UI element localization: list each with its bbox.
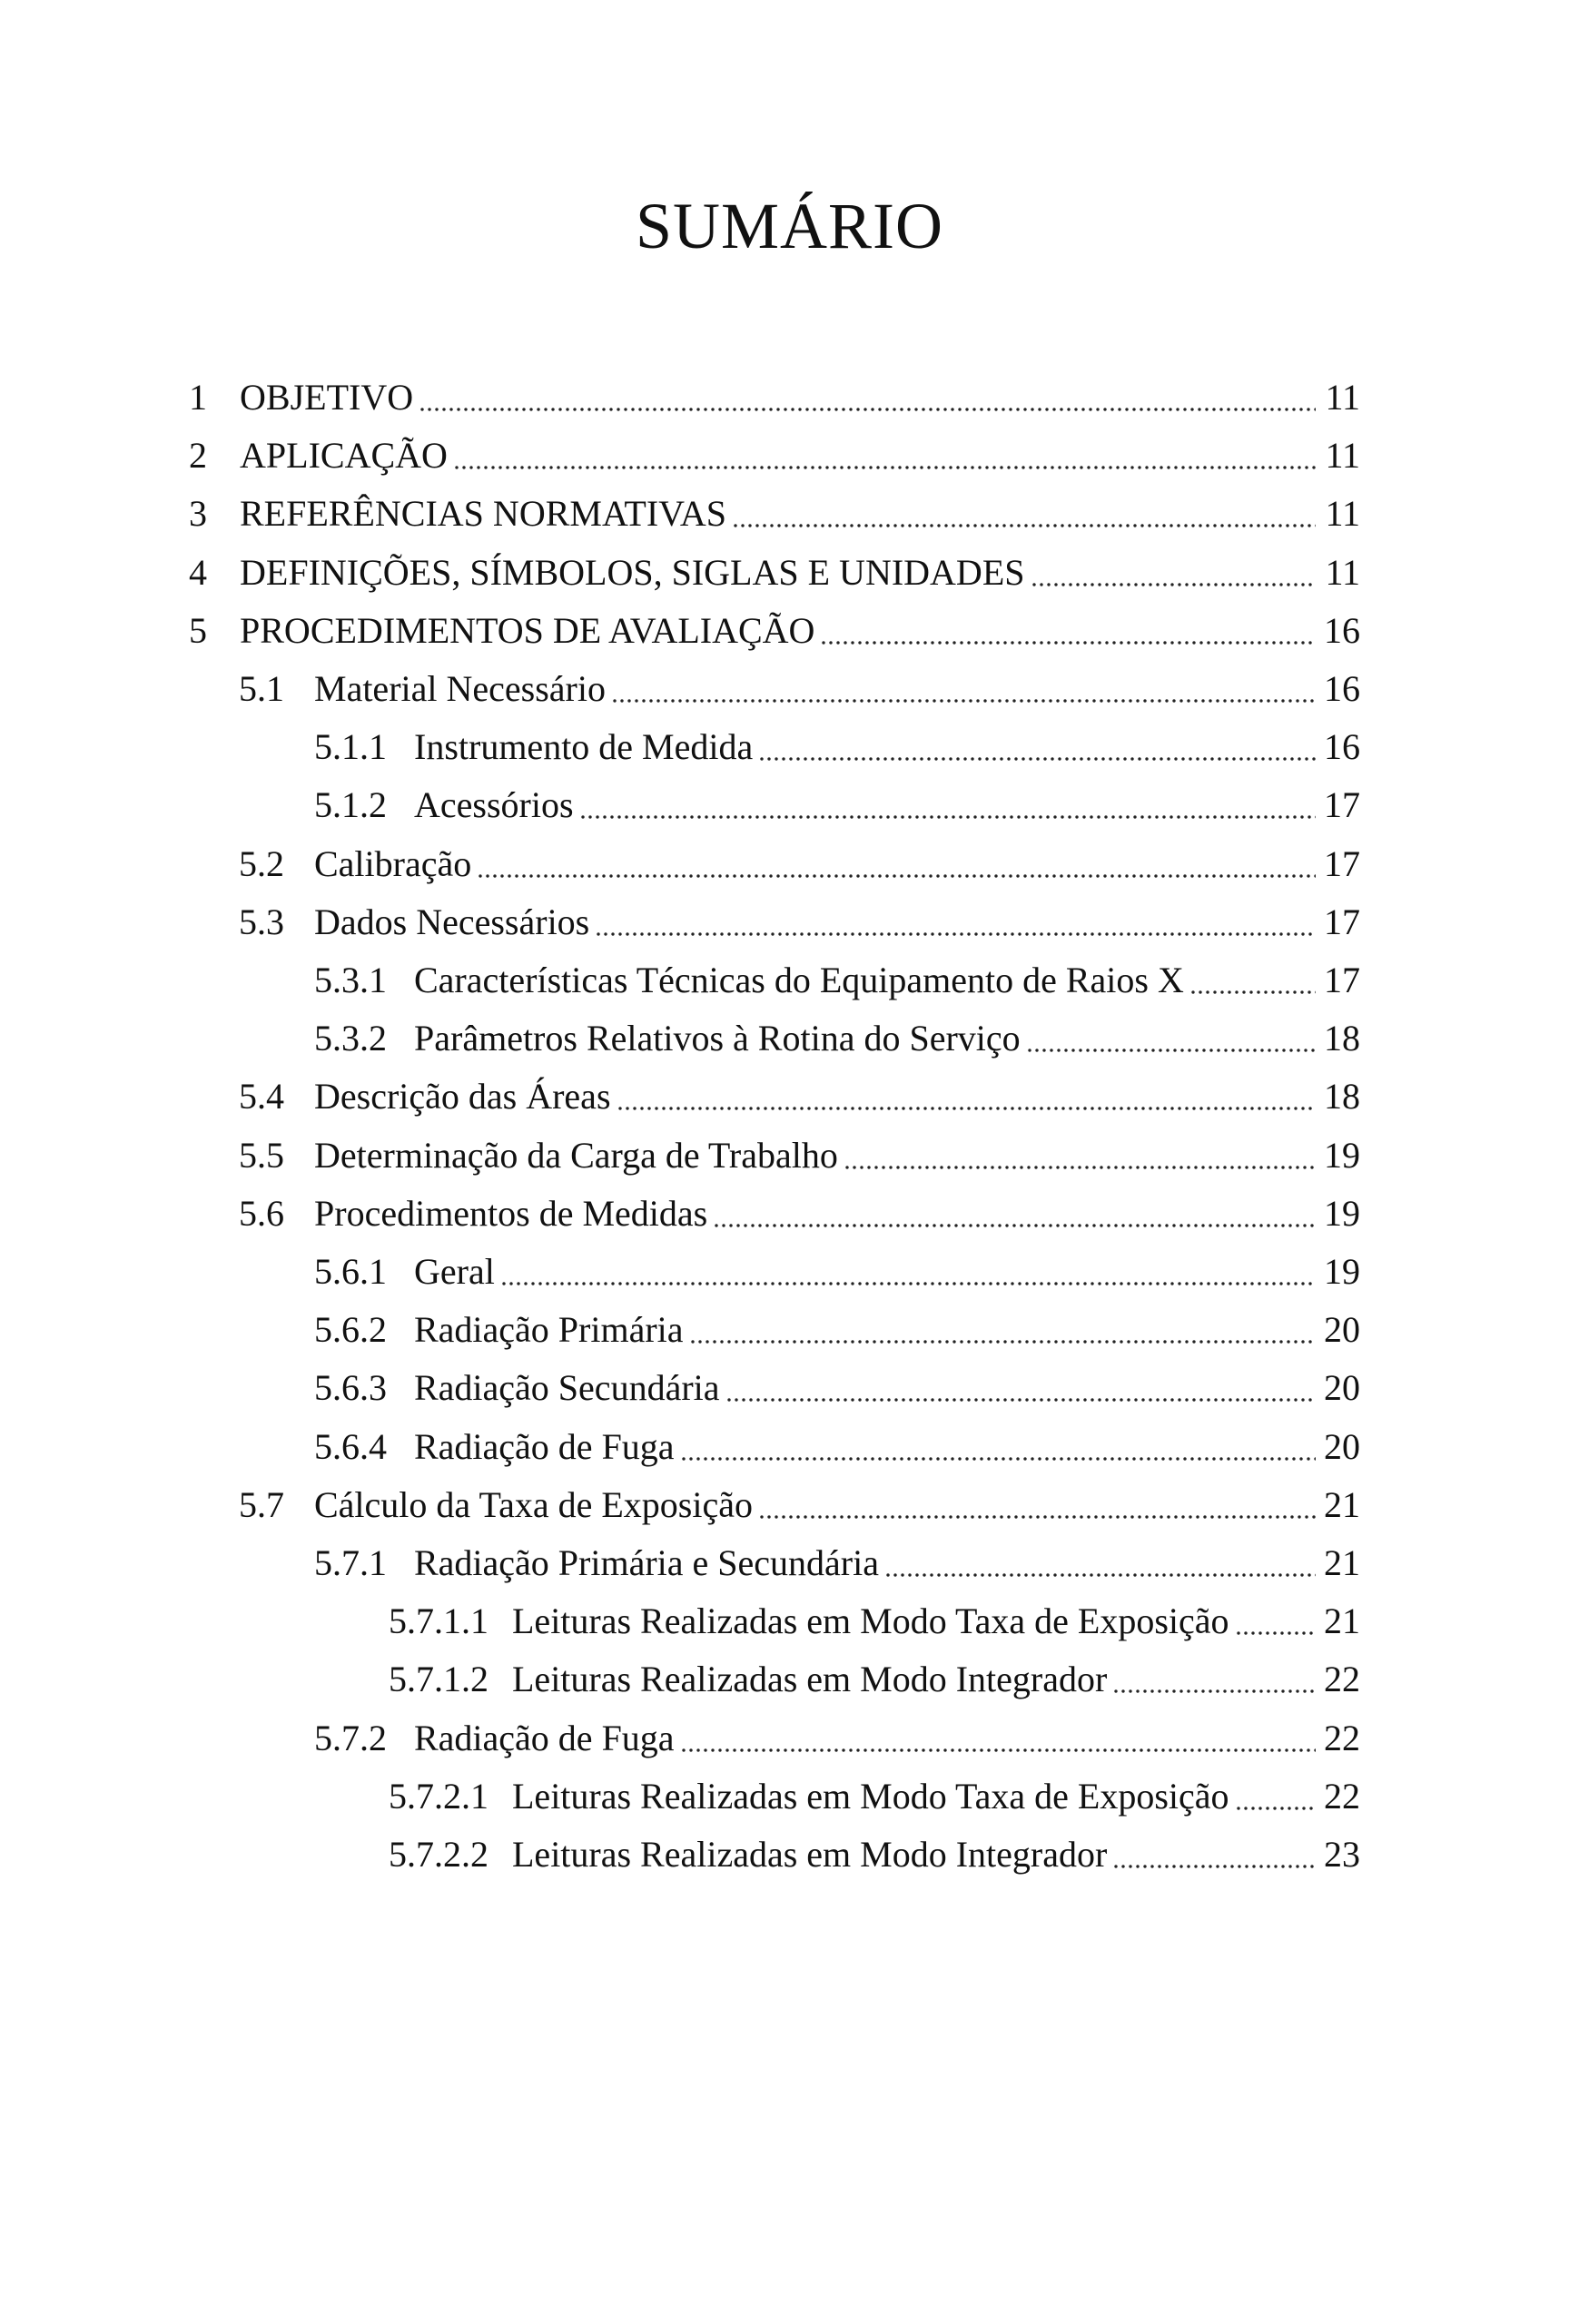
toc-entry[interactable]	[314, 1009, 1360, 1068]
toc-entry[interactable]	[239, 893, 1360, 951]
toc-entry-number: 5.7.1	[314, 1542, 387, 1583]
toc-entry[interactable]	[239, 660, 1360, 718]
toc-entry[interactable]	[389, 1650, 1360, 1709]
toc-entry[interactable]	[314, 1243, 1360, 1301]
dot-leader	[680, 1748, 1316, 1753]
toc-entry[interactable]	[314, 1359, 1360, 1417]
dot-leader	[732, 523, 1316, 528]
toc-entry-label: APLICAÇÃO	[240, 435, 448, 477]
toc-entry[interactable]	[389, 1768, 1360, 1826]
toc-entry-label: Leituras Realizadas em Modo Integrador	[512, 1834, 1108, 1875]
toc-entry-label: Dados Necessários	[314, 901, 590, 942]
toc-entry-page-number: 19	[1324, 1134, 1360, 1176]
dot-leader	[1235, 1630, 1316, 1636]
toc-entry-number: 5.7.1.2	[389, 1659, 489, 1700]
toc-entry-label: Parâmetros Relativos à Rotina do Serviço	[414, 1018, 1021, 1059]
toc-entry-page-number: 16	[1324, 726, 1360, 768]
dot-leader	[500, 1281, 1316, 1286]
toc-entry-label: Radiação de Fuga	[414, 1717, 675, 1758]
dot-leader	[579, 814, 1316, 820]
toc-entry-number: 5.6.1	[314, 1251, 387, 1292]
toc-entry-number: 5.6.4	[314, 1425, 387, 1467]
toc-entry-label: Acessórios	[414, 784, 574, 826]
toc-entry[interactable]	[239, 835, 1360, 893]
toc-entry-number: 5.7	[239, 1483, 284, 1525]
toc-entry-page-number: 17	[1324, 960, 1360, 1000]
toc-entry-number: 1	[189, 377, 207, 418]
toc-entry-number: 5.1.2	[314, 784, 387, 826]
toc-entry[interactable]	[314, 1534, 1360, 1592]
toc-entry-page-number: 11	[1325, 493, 1360, 535]
toc-entry[interactable]	[239, 1185, 1360, 1243]
toc-entry-number: 5.7.2	[314, 1717, 387, 1758]
toc-entry[interactable]	[189, 602, 1360, 660]
toc-entry-number: 5	[189, 609, 207, 651]
toc-entry-page-number: 22	[1324, 1717, 1360, 1758]
toc-entry-page-number: 16	[1324, 668, 1360, 709]
toc-entry[interactable]	[189, 427, 1360, 485]
toc-entry-page-number: 20	[1324, 1425, 1360, 1467]
dot-leader	[820, 640, 1316, 645]
toc-entry-number: 5.6.2	[314, 1309, 387, 1351]
toc-entry-number: 5.7.1.1	[389, 1600, 489, 1642]
toc-entry-label: Leituras Realizadas em Modo Taxa de Exposição	[512, 1600, 1229, 1642]
dot-leader	[1235, 1806, 1316, 1811]
toc-entry-page-number: 21	[1324, 1542, 1360, 1583]
toc-entry-page-number: 20	[1324, 1309, 1360, 1351]
toc-entry-page-number: 19	[1324, 1192, 1360, 1234]
toc-entry-label: REFERÊNCIAS NORMATIVAS	[240, 493, 727, 535]
toc-entry-page-number: 17	[1324, 842, 1360, 884]
toc-entry-page-number: 17	[1324, 784, 1360, 826]
toc-entry-label: Radiação de Fuga	[414, 1425, 675, 1467]
dot-leader	[1031, 582, 1317, 587]
toc-entry[interactable]	[189, 544, 1360, 602]
dot-leader	[617, 1106, 1316, 1111]
toc-entry-label: Determinação da Carga de Trabalho	[314, 1134, 838, 1176]
toc-entry-label: Procedimentos de Medidas	[314, 1192, 708, 1234]
dot-leader	[1112, 1689, 1316, 1694]
toc-entry-label: Cálculo da Taxa de Exposição	[314, 1483, 753, 1525]
dot-leader	[758, 1514, 1316, 1520]
toc-entry-page-number: 11	[1325, 551, 1360, 593]
toc-entry-number: 5.7.2.2	[389, 1834, 489, 1875]
toc-entry-label: Características Técnicas do Equipamento de Raios X	[414, 960, 1184, 1000]
toc-entry[interactable]	[239, 1476, 1360, 1534]
toc-entry-page-number: 17	[1324, 901, 1360, 942]
toc-entry[interactable]	[314, 1709, 1360, 1768]
toc-entry-page-number: 21	[1324, 1483, 1360, 1525]
toc-entry-page-number: 11	[1325, 377, 1360, 418]
toc-entry-number: 5.7.2.1	[389, 1775, 489, 1817]
toc-entry-label: Descrição das Áreas	[314, 1076, 611, 1118]
toc-entry-number: 5.6.3	[314, 1367, 387, 1409]
toc-entry[interactable]	[314, 951, 1360, 1009]
dot-leader	[689, 1339, 1316, 1344]
toc-entry-number: 5.4	[239, 1076, 284, 1118]
toc-entry-page-number: 23	[1324, 1834, 1360, 1875]
toc-entry-number: 5.1	[239, 668, 284, 709]
toc-entry-page-number: 18	[1324, 1018, 1360, 1059]
toc-entry[interactable]	[239, 1068, 1360, 1126]
toc-entry-label: Geral	[414, 1251, 495, 1292]
toc-entry-label: Calibração	[314, 842, 472, 884]
toc-entry-page-number: 21	[1324, 1600, 1360, 1642]
toc-entry-number: 4	[189, 551, 207, 593]
toc-entry[interactable]	[189, 369, 1360, 427]
toc-entry-label: Instrumento de Medida	[414, 726, 754, 768]
dot-leader	[611, 698, 1316, 704]
toc-entry-number: 5.3.2	[314, 1018, 387, 1059]
toc-entry-page-number: 20	[1324, 1367, 1360, 1409]
toc-entry[interactable]	[239, 1127, 1360, 1185]
toc-entry-number: 3	[189, 493, 207, 535]
toc-entry-label: Radiação Secundária	[414, 1367, 720, 1409]
toc-entry-label: PROCEDIMENTOS DE AVALIAÇÃO	[240, 609, 815, 651]
dot-leader	[844, 1165, 1316, 1170]
toc-entry-number: 5.3.1	[314, 960, 387, 1000]
toc-entry[interactable]	[314, 776, 1360, 834]
toc-entry[interactable]	[314, 1301, 1360, 1359]
dot-leader	[758, 756, 1316, 762]
toc-entry-page-number: 22	[1324, 1659, 1360, 1700]
toc-entry-number: 5.3	[239, 901, 284, 942]
toc-entry-number: 5.6	[239, 1192, 284, 1234]
toc-entry-label: Leituras Realizadas em Modo Integrador	[512, 1659, 1108, 1700]
toc-entry-label: Radiação Primária	[414, 1309, 684, 1351]
toc-entry-label: Leituras Realizadas em Modo Taxa de Exposição	[512, 1775, 1229, 1817]
toc-entry-label: DEFINIÇÕES, SÍMBOLOS, SIGLAS E UNIDADES	[240, 551, 1025, 593]
dot-leader	[1026, 1048, 1316, 1053]
dot-leader	[725, 1397, 1316, 1403]
dot-leader	[1189, 990, 1316, 995]
toc-entry-page-number: 18	[1324, 1076, 1360, 1118]
toc-entry[interactable]	[314, 718, 1360, 776]
toc-entry-page-number: 11	[1325, 435, 1360, 477]
toc-entry[interactable]	[314, 1418, 1360, 1476]
toc-entry-number: 5.2	[239, 842, 284, 884]
dot-leader	[453, 465, 1316, 470]
toc-entry-label: Radiação Primária e Secundária	[414, 1542, 879, 1583]
dot-leader	[713, 1223, 1316, 1228]
toc-entry[interactable]	[389, 1826, 1360, 1884]
dot-leader	[419, 407, 1316, 412]
toc-entry-label: OBJETIVO	[240, 377, 414, 418]
dot-leader	[1112, 1864, 1316, 1869]
toc-entry-number: 5.5	[239, 1134, 284, 1176]
toc-entry-number: 2	[189, 435, 207, 477]
toc-entry-page-number: 16	[1324, 609, 1360, 651]
toc-entry-page-number: 22	[1324, 1775, 1360, 1817]
toc-entry[interactable]	[189, 485, 1360, 543]
toc-entry-page-number: 19	[1324, 1251, 1360, 1292]
toc-entry-label: Material Necessário	[314, 668, 606, 709]
dot-leader	[884, 1572, 1316, 1578]
dot-leader	[595, 931, 1316, 937]
page-title: SUMÁRIO	[635, 190, 944, 262]
toc-entry-number: 5.1.1	[314, 726, 387, 768]
toc-entry[interactable]	[389, 1592, 1360, 1650]
dot-leader	[477, 873, 1316, 879]
dot-leader	[680, 1456, 1316, 1462]
